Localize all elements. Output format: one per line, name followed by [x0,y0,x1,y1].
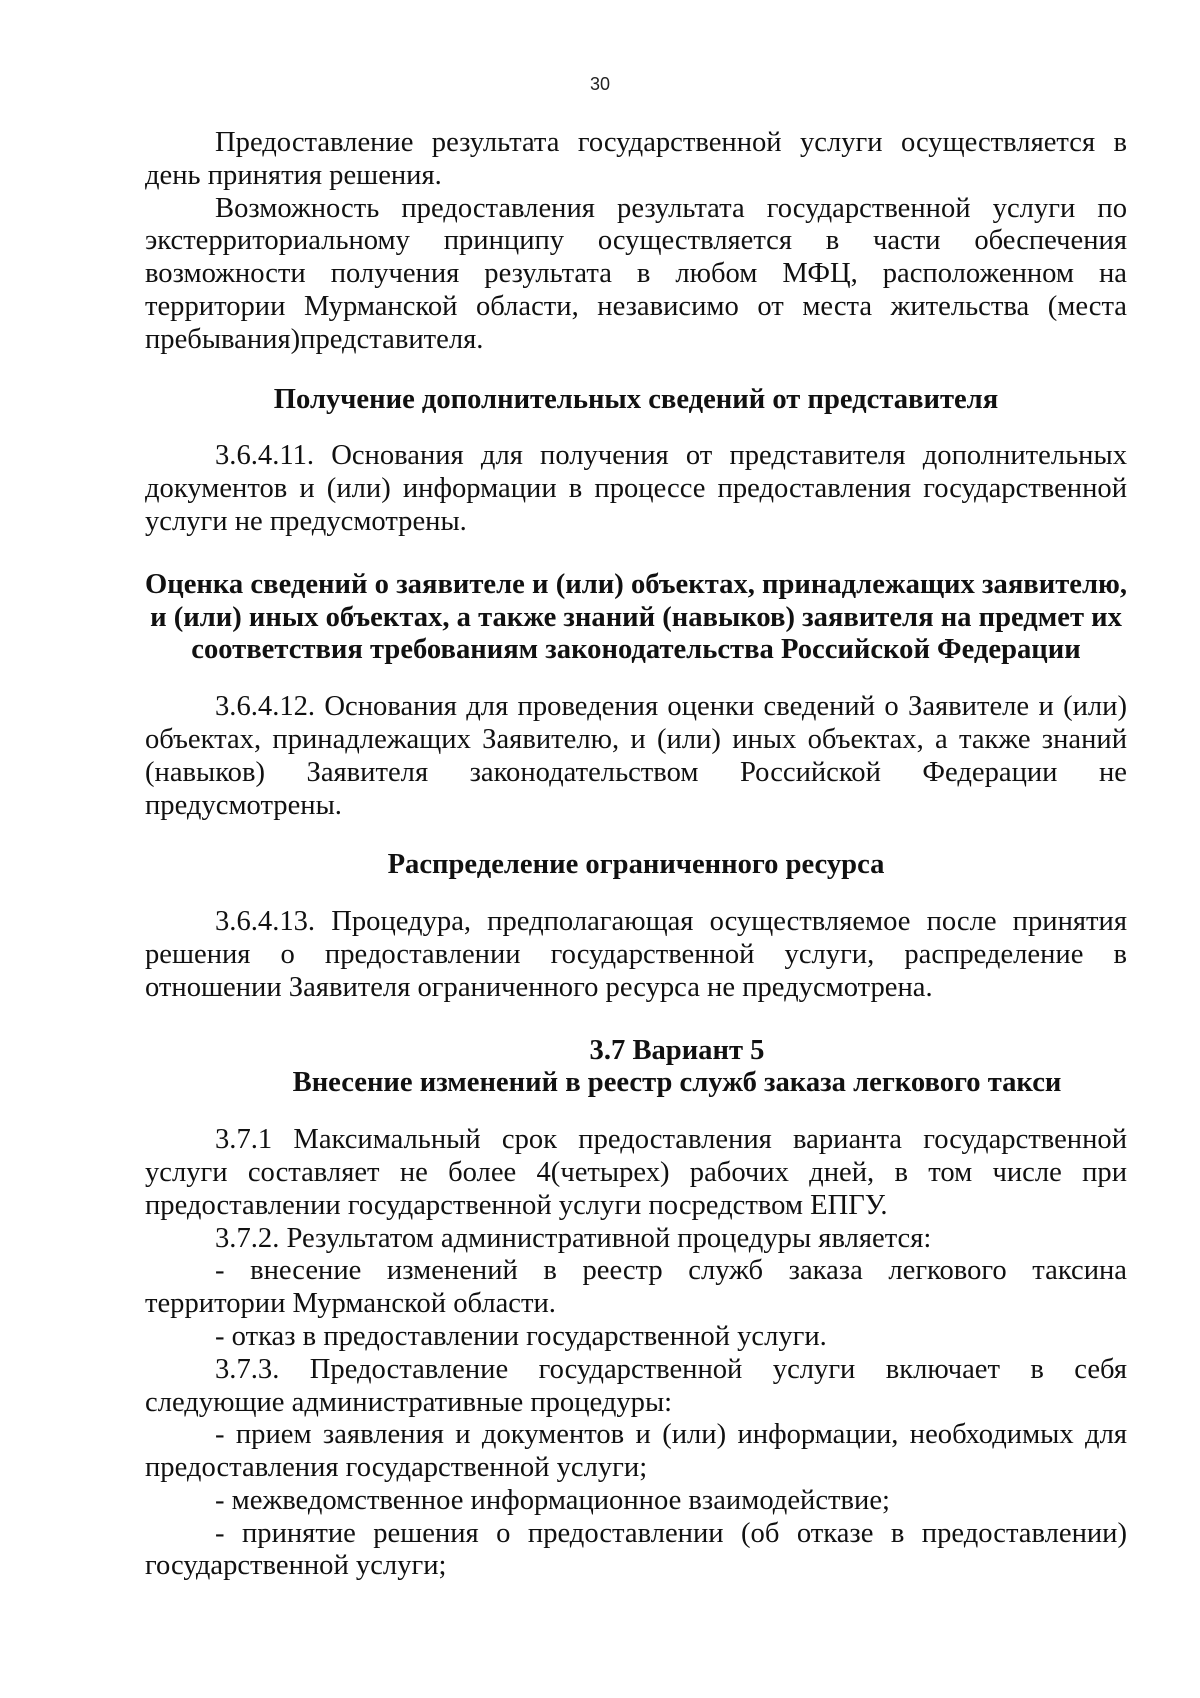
heading-limited-resource: Распределение ограниченного ресурса [387,849,885,881]
paragraph-3-7-1: 3.7.1 Максимальный срок предоставления варианта государственной услуги составляет не более 4(четырех) рабочих дней, в том числе при предоставлении государственной услуги посредством ЕПГУ. [145,1124,1127,1221]
variant-5-title: 3.7 Вариант 5 [589,1034,765,1066]
variant-5-subtitle: Внесение изменений в реестр служб заказа легкового такси [292,1067,1062,1099]
list-item-decision: - принятие решения о предоставлении (об отказе в предоставлении) государственной услуги; [145,1517,1127,1582]
paragraph-3-6-4-13: 3.6.4.13. Процедура, предполагающая осуществляемое после принятия решения о предоставлении государственной услуги, распределение в отношении Заявителя ограниченного ресурса не предусмотрена. [145,906,1127,1003]
list-item-interagency: - межведомственное информационное взаимодействие; [215,1484,890,1516]
heading-applicant-assessment-line-3: соответствия требованиям законодательства Российской Федерации [191,634,1081,666]
document-body [145,127,1127,1583]
paragraph-3-7-3: 3.7.3. Предоставление государственной услуги включает в себя следующие административные процедуры: [145,1353,1127,1418]
paragraph-3-6-4-12: 3.6.4.12. Основания для проведения оценки сведений о Заявителе и (или) объектах, принадлежащих Заявителю, и (или) иных объектах, а также знаний (навыков) Заявителя законодательством Российской Федерации не предусмотрены. [145,691,1127,821]
list-item-refusal: - отказ в предоставлении государственной услуги. [215,1320,827,1352]
list-item-reception: - прием заявления и документов и (или) информации, необходимых для предоставления государственной услуги; [145,1419,1127,1484]
heading-applicant-assessment-line-2: и (или) иных объектах, а также знаний (навыков) заявителя на предмет их [150,601,1122,633]
paragraph-extraterritorial: Возможность предоставления результата государственной услуги по экстерриториальному принципу осуществляется в части обеспечения возможности получения результата в любом МФЦ, расположенном на территории Мурманской области, независимо от места жительства (места пребывания)представителя. [145,192,1127,355]
heading-applicant-assessment [145,569,1127,667]
page-number: 30 [589,74,611,94]
list-item-changes: - внесение изменений в реестр служб заказа легкового таксина территории Мурманской области. [145,1255,1127,1320]
heading-additional-info: Получение дополнительных сведений от представителя [273,383,999,415]
paragraph-result-delivery: Предоставление результата государственной услуги осуществляется в день принятия решения. [145,127,1127,191]
heading-applicant-assessment-line-1: Оценка сведений о заявителе и (или) объектах, принадлежащих заявителю, [145,568,1127,600]
heading-variant-5 [145,1035,1127,1101]
paragraph-3-6-4-11: 3.6.4.11. Основания для получения от представителя дополнительных документов и (или) информации в процессе предоставления государственной услуги не предусмотрены. [145,440,1127,537]
paragraph-3-7-2: 3.7.2. Результатом административной процедуры является: [215,1222,932,1254]
